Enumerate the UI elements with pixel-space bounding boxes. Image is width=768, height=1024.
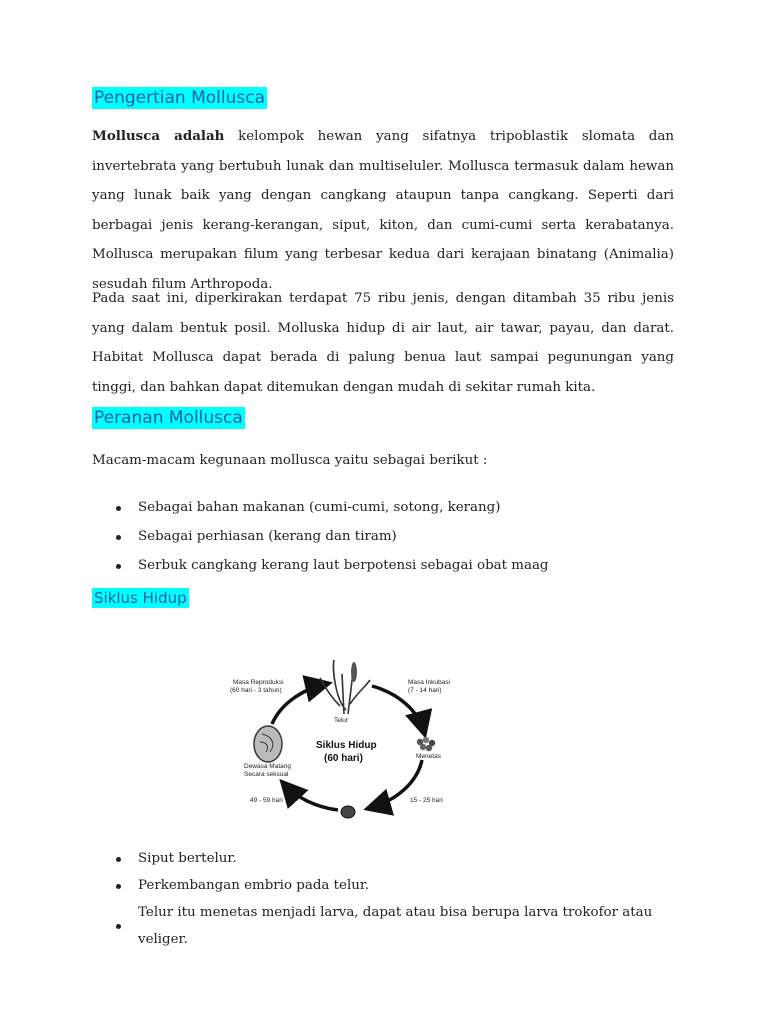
bold-term: Mollusca adalah	[92, 128, 225, 144]
heading-peranan-mollusca: Peranan Mollusca	[94, 408, 243, 428]
list-item: Serbuk cangkang kerang laut berpotensi sebagai obat maag	[92, 551, 692, 580]
label-dewasa-matang: Dewasa Matang	[244, 763, 291, 770]
plant-stem-icon	[320, 660, 370, 714]
diagram-center-title: Siklus Hidup	[316, 740, 377, 751]
paragraph-kegunaan-intro: Macam-macam kegunaan mollusca yaitu sebagai berikut :	[92, 453, 488, 468]
snail-adult-icon	[254, 726, 282, 762]
list-peranan	[92, 493, 692, 580]
list-siklus	[92, 845, 692, 953]
siklus-hidup-diagram	[224, 644, 480, 836]
eggs-cluster-icon	[417, 737, 435, 751]
heading-pengertian-mollusca: Pengertian Mollusca	[94, 88, 266, 108]
list-item: Perkembangan embrio pada telur.	[92, 872, 692, 899]
diagram-center-subtitle: (60 hari)	[324, 753, 363, 764]
label-range-left: 49 - 59 hari	[250, 797, 283, 804]
label-menetas: Menetas	[416, 753, 441, 760]
list-item: Siput bertelur.	[92, 845, 692, 872]
juvenile-snail-icon	[341, 806, 355, 818]
heading-siklus-hidup: Siklus Hidup	[94, 589, 187, 607]
label-telur: Telur	[334, 717, 349, 724]
label-masa-inkubasi: Masa Inkubasi	[408, 679, 450, 686]
label-masa-reproduksi: Masa Reproduksi	[233, 679, 284, 686]
label-secara-seksual: Secara seksual	[244, 771, 289, 778]
label-masa-reproduksi-range: (60 hari - 3 tahun)	[230, 687, 282, 694]
list-item: Sebagai bahan makanan (cumi-cumi, sotong, kerang)	[92, 493, 692, 522]
label-range-right: 15 - 25 hari	[410, 797, 443, 804]
cycle-arrow-bottom-left	[284, 784, 338, 810]
label-masa-inkubasi-range: (7 - 14 hari)	[408, 687, 442, 694]
list-item: Sebagai perhiasan (kerang dan tiram)	[92, 522, 692, 551]
siklus-hidup-svg	[224, 644, 480, 836]
paragraph-definition	[92, 122, 674, 299]
paragraph-habitat: Pada saat ini, diperkirakan terdapat 75 ribu jenis, dengan ditambah 35 ribu jenis yang dalam bentuk posil. Molluska hidup di air laut, air tawar, payau, dan darat. Habitat Mollusca dapat berada di palung benua laut sampai pegunungan yang tinggi, dan bahkan dapat ditemukan dengan mudah di sekitar rumah kita.	[92, 291, 674, 395]
list-item: Telur itu menetas menjadi larva, dapat atau bisa berupa larva trokofor atau veliger.	[92, 899, 692, 953]
paragraph-definition-text: kelompok hewan yang sifatnya tripoblastik slomata dan invertebrata yang bertubuh lunak dan multiseluler. Mollusca termasuk dalam hewan yang lunak baik yang dengan cangkang ataupun tanpa cangkang. Seperti dari berbagai jenis kerang-kerangan, siput, kiton, dan cumi-cumi serta kerabatanya. Mollusca merupakan filum yang terbesar kedua dari kerajaan binatang (Animalia) sesudah filum Arthropoda.	[92, 129, 674, 292]
